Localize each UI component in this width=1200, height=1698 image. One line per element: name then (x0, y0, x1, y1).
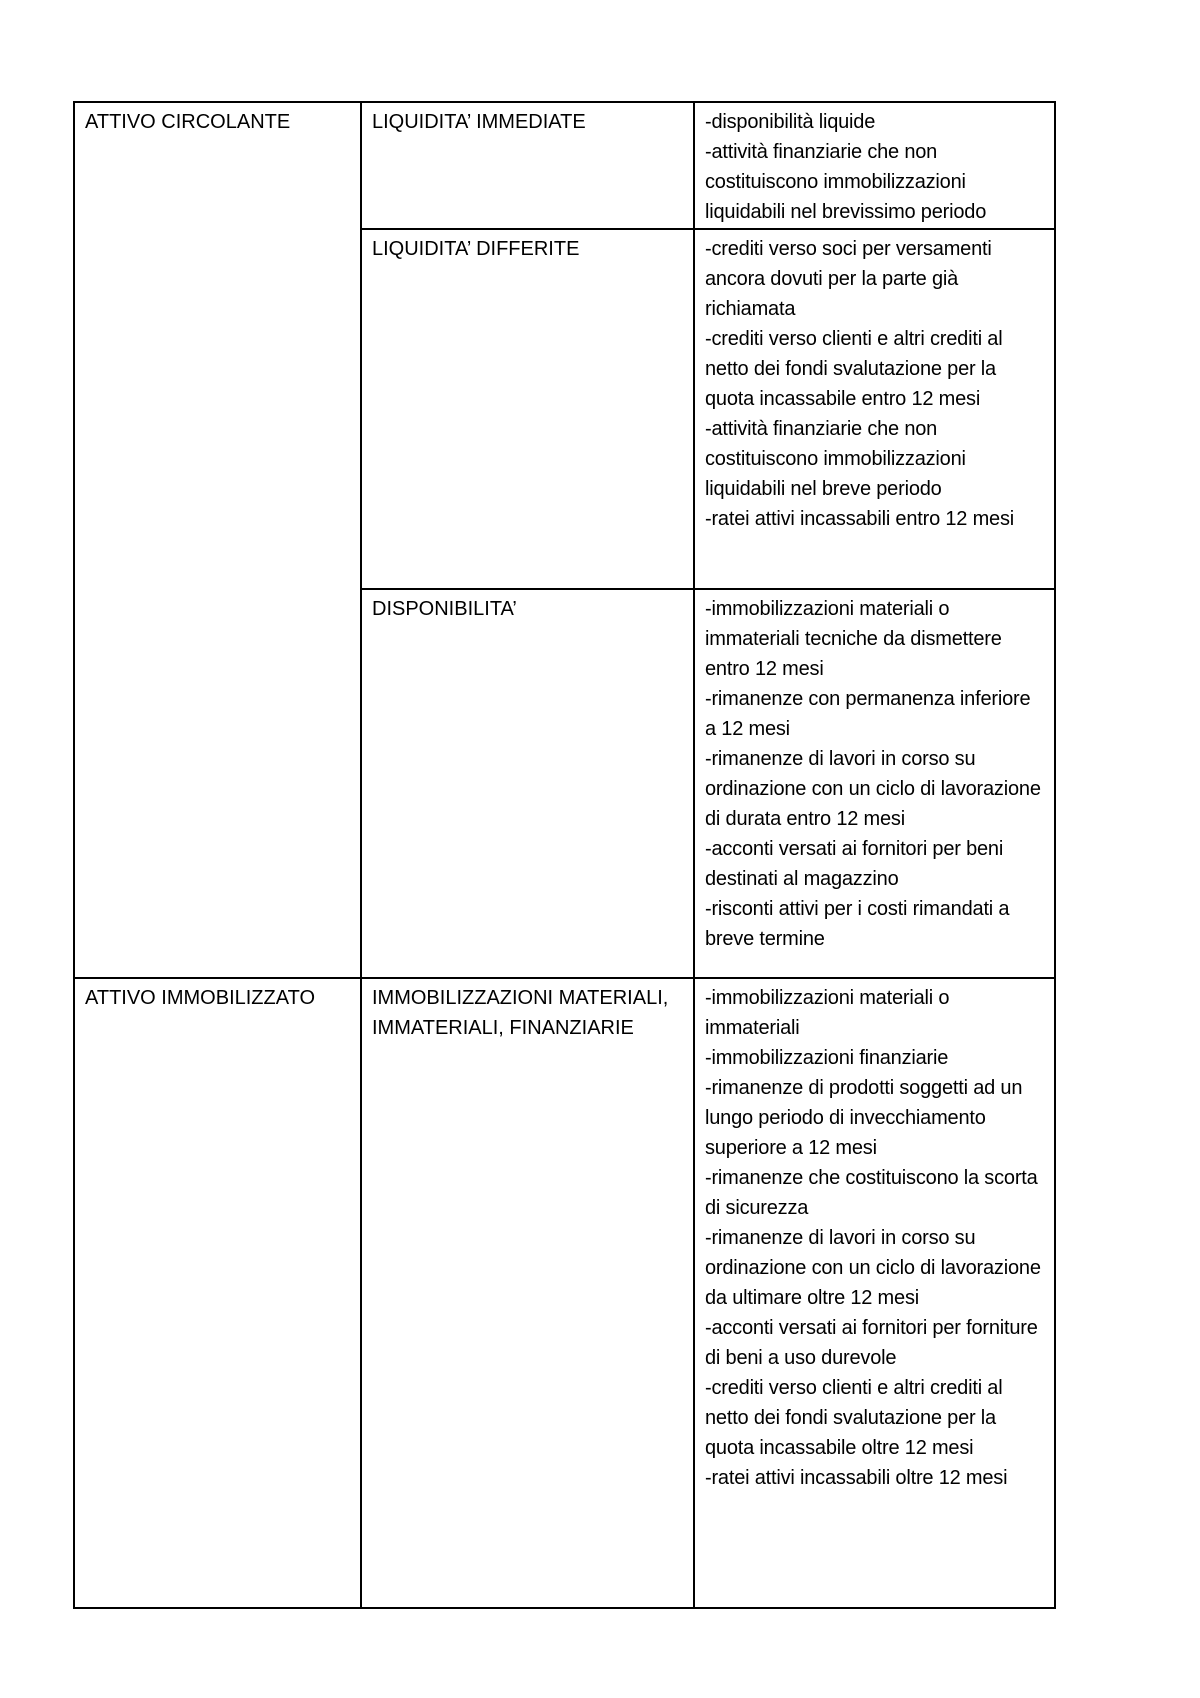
list-item: -rimanenze che costituiscono la scorta di sicurezza (705, 1167, 1038, 1219)
list-item: -rimanenze con permanenza inferiore a 12 mesi (705, 688, 1031, 740)
subcategory-cell (361, 229, 694, 589)
list-item: -rimanenze di lavori in corso su ordinazione con un ciclo di lavorazione di durata entro 12 mesi (705, 748, 1041, 830)
subcategory-cell (361, 978, 694, 1608)
list-item: -crediti verso clienti e altri crediti al netto dei fondi svalutazione per la quota incassabile oltre 12 mesi (705, 1377, 1003, 1459)
list-item: -crediti verso soci per versamenti ancora dovuti per la parte già richiamata (705, 238, 992, 320)
items-cell (694, 589, 1055, 978)
category-label: ATTIVO CIRCOLANTE (85, 111, 291, 133)
list-item: -immobilizzazioni materiali o immateriali (705, 987, 950, 1039)
list-item: -crediti verso clienti e altri crediti al netto dei fondi svalutazione per la quota incassabile entro 12 mesi (705, 328, 1003, 410)
category-cell (74, 102, 361, 978)
items-cell (694, 102, 1055, 229)
category-cell (74, 978, 361, 1608)
subcategory-label: DISPONIBILITA’ (372, 598, 517, 620)
list-item: -attività finanziarie che non costituiscono immobilizzazioni liquidabili nel brevissimo periodo (705, 141, 987, 223)
list-item: -acconti versati ai fornitori per beni destinati al magazzino (705, 838, 1004, 890)
list-item: -ratei attivi incassabili entro 12 mesi (705, 508, 1014, 530)
items-cell (694, 978, 1055, 1608)
list-item: -disponibilità liquide (705, 111, 876, 133)
list-item: -acconti versati ai fornitori per forniture di beni a uso durevole (705, 1317, 1038, 1369)
subcategory-label: LIQUIDITA’ IMMEDIATE (372, 111, 586, 133)
list-item: -rimanenze di lavori in corso su ordinazione con un ciclo di lavorazione da ultimare oltre 12 mesi (705, 1227, 1041, 1309)
list-item: -immobilizzazioni materiali o immateriali tecniche da dismettere entro 12 mesi (705, 598, 1002, 680)
list-item: -rimanenze di prodotti soggetti ad un lungo periodo di invecchiamento superiore a 12 mesi (705, 1077, 1023, 1159)
category-label: ATTIVO IMMOBILIZZATO (85, 987, 316, 1009)
table-row (74, 978, 1055, 1608)
subcategory-cell (361, 589, 694, 978)
subcategory-label: IMMOBILIZZAZIONI MATERIALI, IMMATERIALI, FINANZIARIE (372, 987, 669, 1039)
subcategory-label: LIQUIDITA’ DIFFERITE (372, 238, 580, 260)
table-row (74, 102, 1055, 229)
subcategory-cell (361, 102, 694, 229)
balance-sheet-table (73, 101, 1056, 1609)
list-item: -ratei attivi incassabili oltre 12 mesi (705, 1467, 1008, 1489)
list-item: -risconti attivi per i costi rimandati a breve termine (705, 898, 1010, 950)
list-item: -attività finanziarie che non costituiscono immobilizzazioni liquidabili nel breve periodo (705, 418, 966, 500)
list-item: -immobilizzazioni finanziarie (705, 1047, 949, 1069)
items-cell (694, 229, 1055, 589)
